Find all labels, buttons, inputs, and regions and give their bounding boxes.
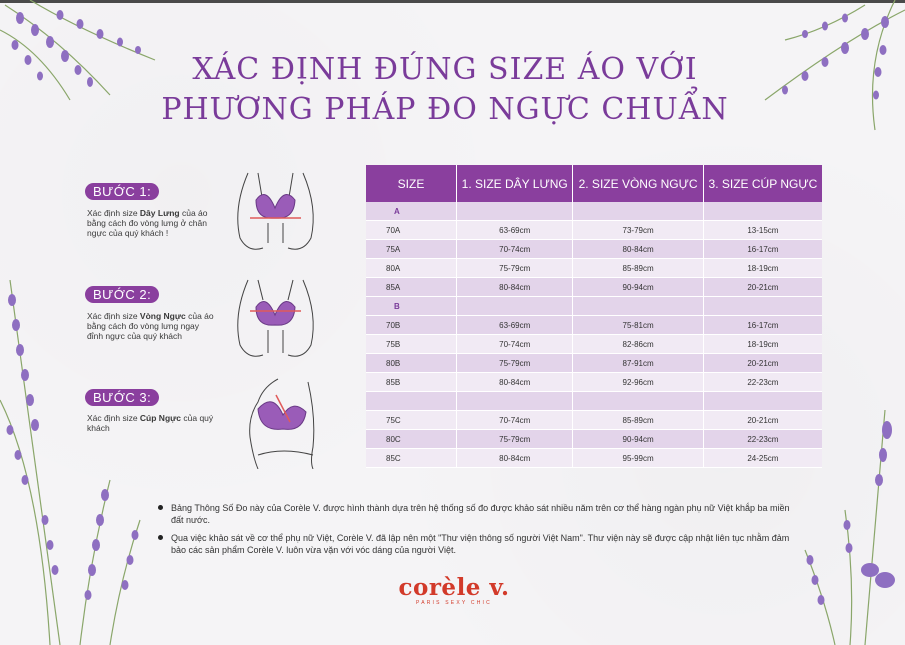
size-table [366,165,822,468]
bullet-icon [158,505,163,510]
table-group-row-c [366,392,822,411]
header-band-size: 1. SIZE DÂY LƯNG [457,165,573,202]
table-row: 75C 70-74cm 85-89cm 20-21cm [366,411,822,430]
lavender-top-left-decoration [0,0,165,110]
step-2-text: Xác định size Vòng Ngực của áo bằng cách đo vòng lưng ngay đỉnh ngực của quý khách [87,311,214,341]
table-row: 75B 70-74cm 82-86cm 18-19cm [366,335,822,354]
step-3-illustration [228,377,323,469]
table-header-row [366,165,822,202]
step-1-text: Xác định size Dây Lưng của áo bằng cách đo vòng lưng ở chân ngực của quý khách ! [87,208,208,238]
table-row: 70A 63-69cm 73-79cm 13-15cm [366,221,822,240]
header-bust-size: 2. SIZE VÒNG NGỰC [573,165,703,202]
table-row: 70B 63-69cm 75-81cm 16-17cm [366,316,822,335]
step-3-badge: BƯỚC 3: [85,389,159,406]
bullet-icon [158,535,163,540]
table-row: 80C 75-79cm 90-94cm 22-23cm [366,430,822,449]
header-cup-size: 3. SIZE CÚP NGỰC [703,165,822,202]
table-row: 85A 80-84cm 90-94cm 20-21cm [366,278,822,297]
step-2-badge: BƯỚC 2: [85,286,159,303]
brand-logo-name: corèle v. [398,574,510,601]
notes-section [158,502,798,562]
table-row: 85C 80-84cm 95-99cm 24-25cm [366,449,822,468]
brand-logo-tagline: PARIS SEXY CHIC [416,600,492,606]
table-group-row-b: B [366,297,822,316]
table-row: 75A 70-74cm 80-84cm 16-17cm [366,240,822,259]
step-1-illustration [228,168,323,260]
step-2-illustration [228,275,323,367]
page-title-line1: XÁC ĐỊNH ĐÚNG SIZE ÁO VỚI [192,52,698,87]
lavender-top-right-decoration [745,0,905,135]
table-group-row-a: A [366,202,822,221]
table-row: 80B 75-79cm 87-91cm 20-21cm [366,354,822,373]
table-row: 80A 75-79cm 85-89cm 18-19cm [366,259,822,278]
page-title-line2: PHƯƠNG PHÁP ĐO NGỰC CHUẨN [161,92,729,127]
header-size: SIZE [366,165,457,202]
note-item: Qua việc khảo sát về cơ thể phụ nữ Việt, Corèle V. đã lập nên một "Thư viện thông số người Việt Nam". Thư viện này sẽ được cập nhật liên tục nhằm đảm bảo các sản phẩm Corèle V. luôn vừa vặn với vóc dáng của người Việt. [158,532,798,556]
step-3-text: Xác định size Cúp Ngực của quý khách [87,413,214,433]
table-row: 85B 80-84cm 92-96cm 22-23cm [366,373,822,392]
step-1-badge: BƯỚC 1: [85,183,159,200]
brand-logo [396,574,512,606]
note-item: Bảng Thông Số Đo này của Corèle V. được hình thành dựa trên hệ thống số đo được khảo sát nhiều năm trên cơ thể hàng ngàn phụ nữ Việt khắp ba miền đất nước. [158,502,798,526]
